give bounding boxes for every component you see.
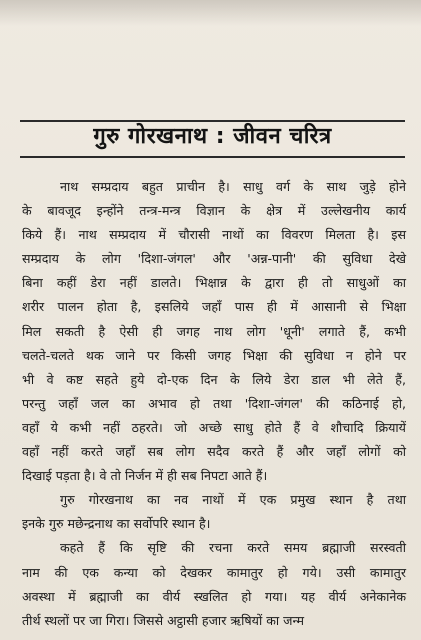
paragraph-line: गुरु गोरखनाथ का नव नाथों में एक प्रमुख स्थान है तथा bbox=[60, 492, 406, 508]
paragraph-line: वहाँ ये कभी नहीं ठहरते। जो अच्छे साधु होते हैं वे शौचादि क्रियायें bbox=[22, 419, 406, 435]
chapter-heading bbox=[20, 122, 405, 152]
paragraph-line: दिखाई पड़ता है। वे तो निर्जन में ही सब निपटा आते हैं। bbox=[22, 468, 268, 484]
paragraph-line: अवस्था में ब्रह्माजी का वीर्य स्खलित हो गया। यह वीर्य अनेकानेक bbox=[22, 588, 406, 604]
paragraph-line: वहाँ नहीं करते जहाँ सब लोग सदैव करते हैं और जहाँ लोगों को bbox=[22, 444, 406, 460]
paragraph-line: इनके गुरु मछेन्द्रनाथ का सर्वोपरि स्थान है। bbox=[22, 516, 211, 532]
paragraph-line: भी वे कष्ट सहते हुये दो-एक दिन के लिये डेरा डाल भी लेते हैं, bbox=[22, 371, 406, 387]
paragraph-line: शरीर पालन होता है, इसलिये जहाँ पास ही में आसानी से भिक्षा bbox=[22, 299, 406, 315]
paragraph-line: तीर्थ स्थलों पर जा गिरा। जिससे अट्ठासी हजार ऋषियों का जन्म bbox=[22, 612, 305, 628]
paragraph-line: नाथ सम्प्रदाय बहुत प्राचीन है। साधु वर्ग के साथ जुड़े होने bbox=[60, 179, 406, 194]
chapter-body bbox=[22, 175, 406, 633]
paragraph-line: बिना कहीं डेरा नहीं डालते। भिक्षान्न के द्वारा ही तो साधुओं का bbox=[22, 275, 406, 291]
paragraph-line: मिल सकती है ऐसी ही जगह नाथ लोग 'धूनी' लगाते हैं, कभी bbox=[22, 323, 406, 339]
page-top-shadow bbox=[0, 0, 421, 26]
paragraph-line: सम्प्रदाय के लोग 'दिशा-जंगल' और 'अन्न-पानी' की सुविधा देखे bbox=[22, 251, 406, 267]
title-bottom-rule bbox=[20, 156, 405, 158]
paragraph-line: किये हैं। नाथ सम्प्रदाय में चौरासी नाथों का विवरण मिलता है। इस bbox=[22, 227, 406, 243]
paragraph-line: परन्तु जहाँ जल का अभाव हो तथा 'दिशा-जंगल' की कठिनाई हो, bbox=[22, 395, 406, 411]
paragraph-line: के बावजूद इन्होंने तन्त्र-मन्त्र विज्ञान के क्षेत्र में उल्लेखनीय कार्य bbox=[22, 203, 406, 219]
chapter-title: गुरु गोरखनाथ : जीवन चरित्र bbox=[93, 124, 332, 149]
paragraph-line: कहते हैं कि सृष्टि की रचना करते समय ब्रह्माजी सरस्वती bbox=[60, 540, 406, 556]
paragraph-line: चलते-चलते थक जाने पर किसी जगह भिक्षा की सुविधा न होने पर bbox=[22, 347, 406, 363]
paragraph-line: नाम की एक कन्या को देखकर कामातुर हो गये। उसी कामातुर bbox=[22, 564, 406, 580]
